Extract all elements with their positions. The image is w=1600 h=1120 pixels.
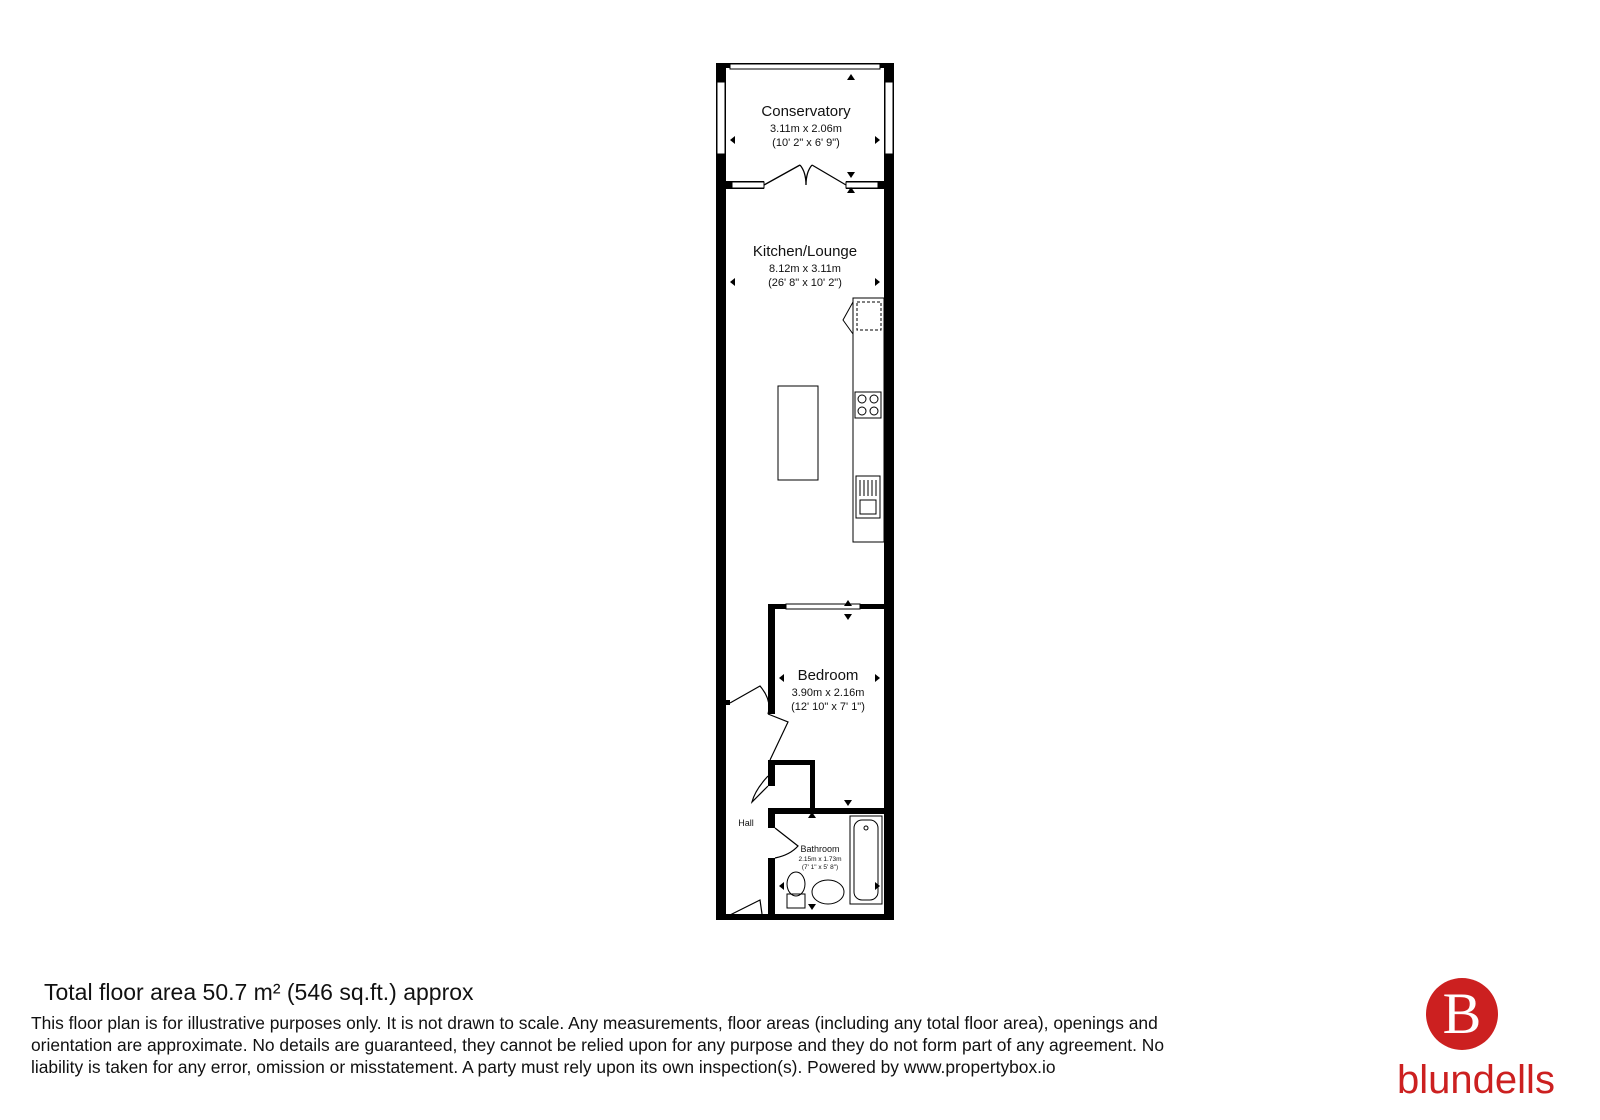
bathroom-metric: 2.15m x 1.73m [798,856,842,863]
hall-label: Hall [738,818,754,828]
conservatory-metric: 3.11m x 2.06m [770,123,842,135]
conservatory-label: Conservatory [761,103,851,120]
kitchen-lounge-label: Kitchen/Lounge [752,243,858,260]
bedroom-walls [726,604,884,920]
total-floor-area: Total floor area 50.7 m² (546 sq.ft.) approx [44,979,474,1005]
disclaimer-line: orientation are approximate. No details are guaranteed, they cannot be relied upon for any purpose and they do not form part of any agreement. No [31,1035,1165,1055]
logo-wordmark: blundells [1397,1058,1555,1102]
blundells-logo [1386,978,1566,1108]
bedroom-label: Bedroom [797,667,859,684]
bedroom-imperial: (12' 10" x 7' 1") [791,701,865,713]
bathroom-label: Bathroom [800,844,840,854]
disclaimer-line: liability is taken for any error, omission or misstatement. A party must rely upon its own inspection(s). Powered by www.propertybox.io [31,1057,1056,1077]
kitchen-lounge-metric: 8.12m x 3.11m [769,263,841,275]
disclaimer [31,1012,1331,1078]
kitchen-units [843,298,884,542]
logo-mark [1426,978,1498,1050]
kitchen-island [778,386,818,480]
outer-walls [716,63,894,920]
dimension-arrows [730,74,880,910]
logo-letter: B [1442,981,1482,1046]
bathroom-imperial: (7' 1" x 5' 8") [801,864,839,871]
conservatory-imperial: (10' 2" x 6' 9") [772,137,840,149]
conservatory-partition [726,165,884,189]
bedroom-metric: 3.90m x 2.16m [791,687,865,699]
kitchen-lounge-imperial: (26' 8" x 10' 2") [768,277,842,289]
disclaimer-line: This floor plan is for illustrative purposes only. It is not drawn to scale. Any measurements, floor areas (including any total floor area), openings and [31,1013,1158,1033]
